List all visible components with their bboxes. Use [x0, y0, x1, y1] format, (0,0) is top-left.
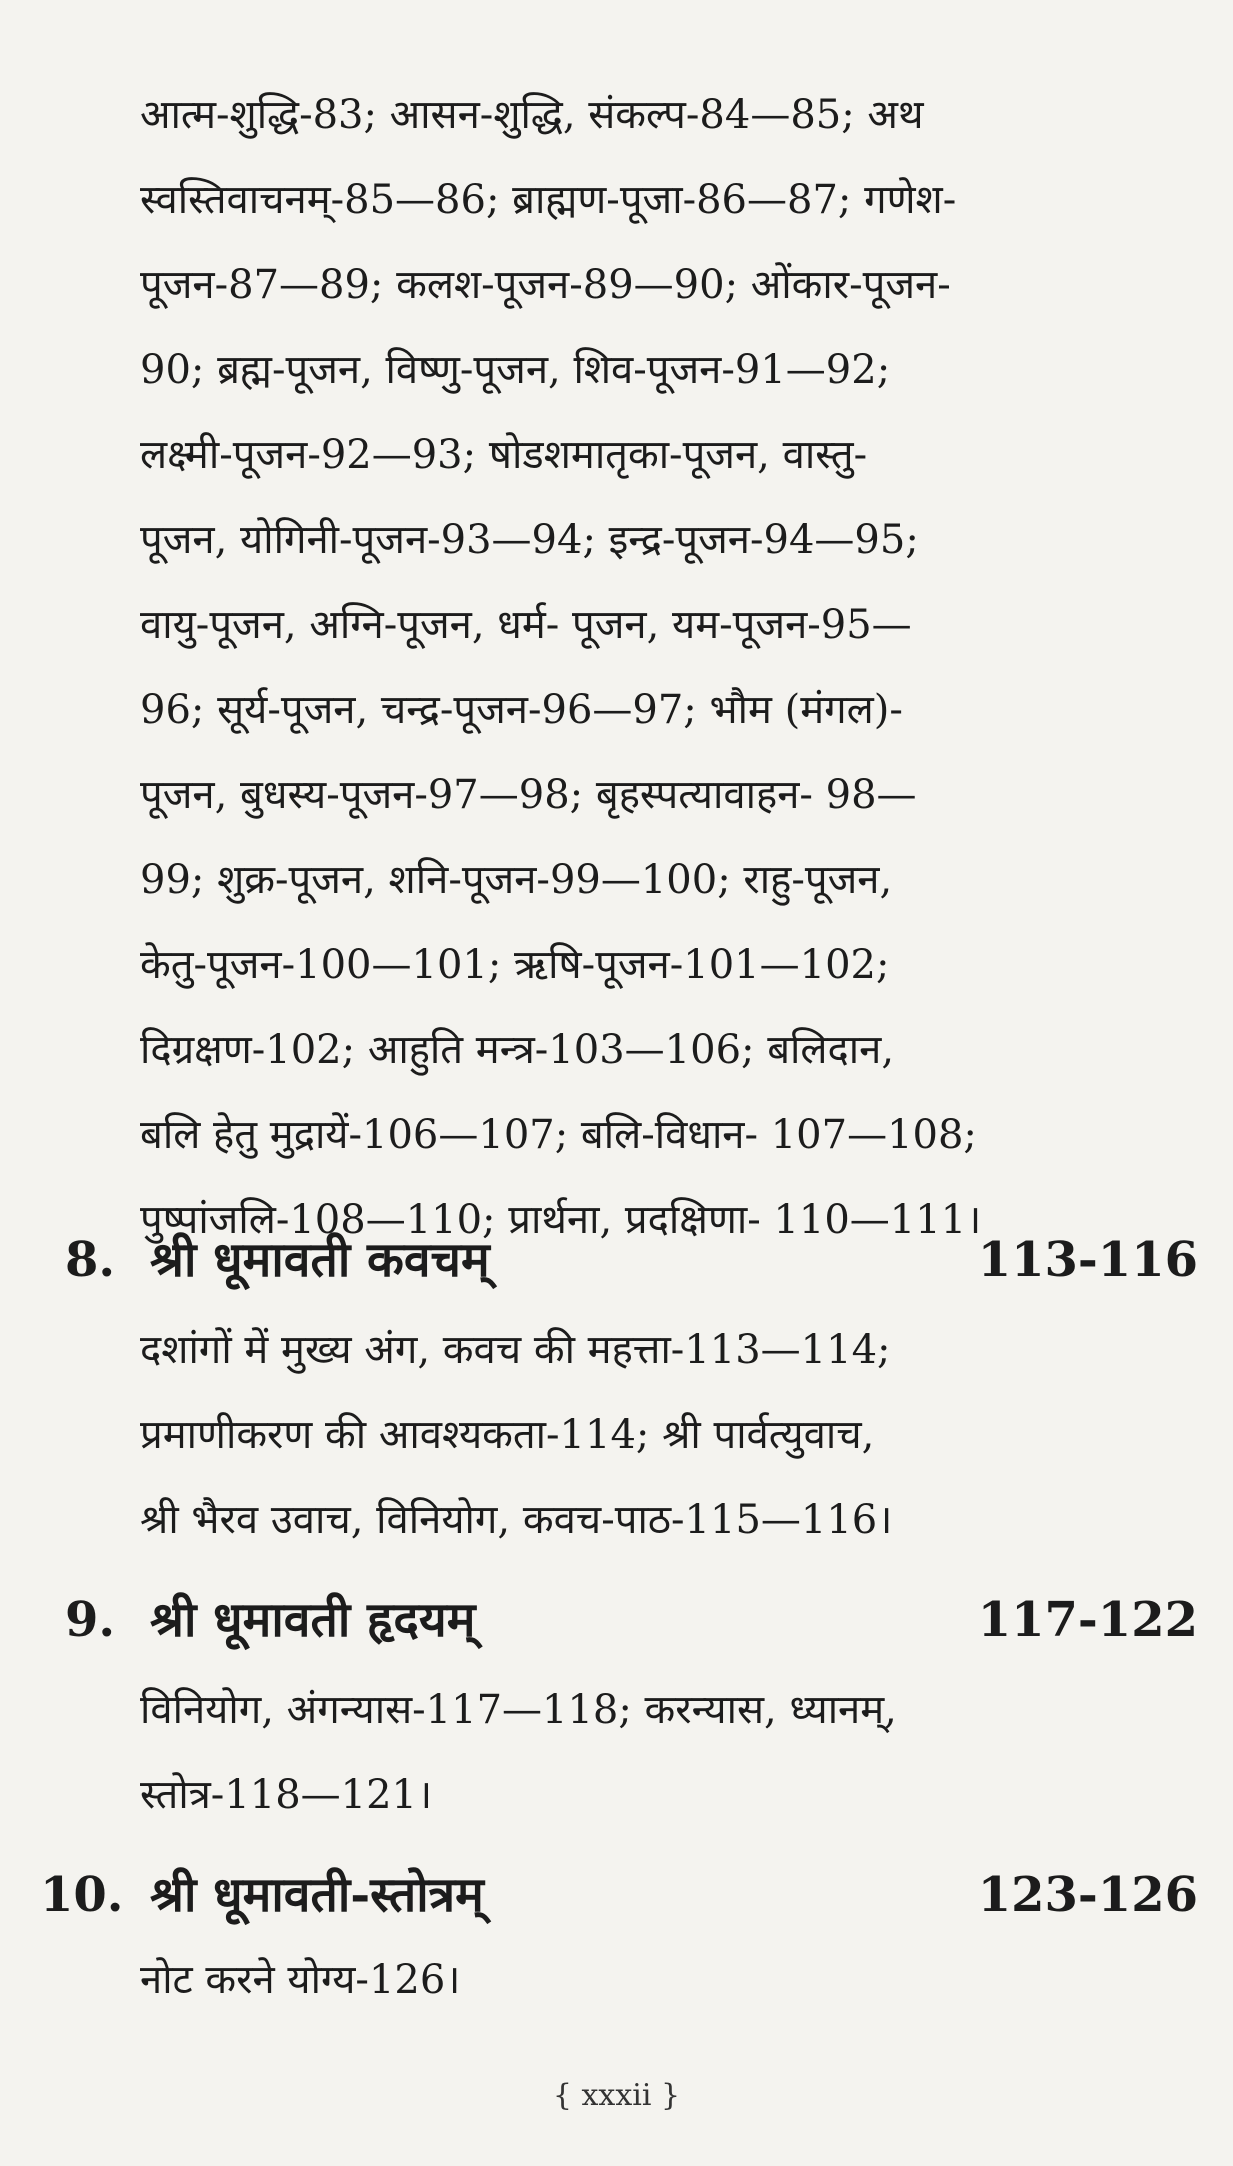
intro-line: दिग्रक्षण-102; आहुति मन्त्र-103—106; बलिदान, [140, 1027, 895, 1073]
section-heading [0, 1215, 1233, 1295]
page-number: { xxxii } [552, 2078, 681, 2113]
intro-line: लक्ष्मी-पूजन-92—93; षोडशमातृका-पूजन, वास्तु- [140, 432, 868, 478]
section-line: प्रमाणीकरण की आवश्यकता-114; श्री पार्वत्युवाच, [140, 1412, 875, 1458]
section-line: स्तोत्र-118—121। [140, 1772, 433, 1818]
intro-line: पूजन, बुधस्य-पूजन-97—98; बृहस्पत्यावाहन- 98— [140, 772, 917, 818]
intro-line: पुष्पांजलि-108—110; प्रार्थना, प्रदक्षिणा- 110—111। [140, 1197, 982, 1243]
section-line: श्री भैरव उवाच, विनियोग, कवच-पाठ-115—116। [140, 1497, 893, 1543]
section-title: श्री धूमावती हृदयम् [150, 1592, 476, 1648]
section-pages: 123-126 [977, 1867, 1198, 1923]
intro-line: 96; सूर्य-पूजन, चन्द्र-पूजन-96—97; भौम (मंगल)- [140, 687, 903, 733]
section-heading [0, 1575, 1233, 1655]
intro-line: आत्म-शुद्धि-83; आसन-शुद्धि, संकल्प-84—85; अथ [140, 92, 924, 138]
intro-line: 99; शुक्र-पूजन, शनि-पूजन-99—100; राहु-पूजन, [140, 857, 893, 903]
section-heading [0, 1850, 1233, 1930]
section-pages: 113-116 [977, 1232, 1198, 1288]
section-line: दशांगों में मुख्य अंग, कवच की महत्ता-113—114; [140, 1327, 891, 1373]
intro-line: वायु-पूजन, अग्नि-पूजन, धर्म- पूजन, यम-पूजन-95— [140, 602, 912, 648]
intro-line: पूजन-87—89; कलश-पूजन-89—90; ओंकार-पूजन- [140, 262, 951, 308]
intro-line: पूजन, योगिनी-पूजन-93—94; इन्द्र-पूजन-94—95; [140, 517, 919, 563]
intro-line: बलि हेतु मुद्रायें-106—107; बलि-विधान- 107—108; [140, 1112, 977, 1158]
section-title: श्री धूमावती-स्तोत्रम् [150, 1867, 484, 1923]
section-line: नोट करने योग्य-126। [140, 1957, 461, 2003]
section-number: 10. [40, 1867, 124, 1923]
section-number: 9. [65, 1592, 116, 1648]
section-number: 8. [65, 1232, 116, 1288]
section-line: विनियोग, अंगन्यास-117—118; करन्यास, ध्यानम्, [140, 1687, 897, 1733]
intro-line: स्वस्तिवाचनम्-85—86; ब्राह्मण-पूजा-86—87; गणेश- [140, 177, 957, 223]
section-title: श्री धूमावती कवचम् [150, 1232, 490, 1288]
intro-line: केतु-पूजन-100—101; ऋषि-पूजन-101—102; [140, 942, 890, 988]
intro-line: 90; ब्रह्म-पूजन, विष्णु-पूजन, शिव-पूजन-91—92; [140, 347, 891, 393]
section-pages: 117-122 [977, 1592, 1198, 1648]
